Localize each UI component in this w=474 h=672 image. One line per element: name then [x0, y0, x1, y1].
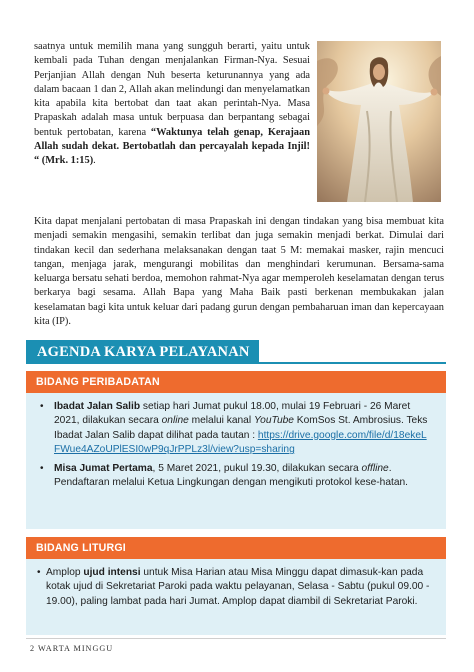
section-liturgi-title: BIDANG LITURGI — [26, 537, 446, 559]
item-text: KomSos St. Ambrosius. Teks Ibadat Jalan Salib dapat dilihat pada tautan : — [54, 415, 428, 441]
item-title: Misa Jumat Pertama — [54, 462, 153, 474]
item-text: untuk Misa Harian atau Misa Minggu dapat dimasuk-kan pada kotak ujud di Sekretariat Paroki pada waktu pelayanan, Selasa - Sabtu (pukul 09.00 - 19.00), paling lambat pada hari Jumat. Amplop dapat diambil di Sekretariat Paroki. — [46, 567, 430, 607]
item-title: ujud intensi — [83, 567, 141, 578]
jesus-illustration-svg — [317, 41, 441, 202]
liturgi-list — [26, 566, 446, 609]
item-emphasis: online — [161, 415, 189, 427]
bullet-icon: • — [40, 401, 44, 412]
jesus-illustration — [317, 41, 441, 202]
item-emphasis: YouTube — [253, 415, 294, 427]
list-item — [26, 566, 446, 609]
body-paragraph: Kita dapat menjalani pertobatan di masa Prapaskah ini dengan tindakan yang bisa membuat kita menjadi semakin mengasihi, semakin terlibat dan juga semakin menjadi berkat. Dimulai dari tindakan kecil dan sederhana melaksanakan dengan taat 5 M: memakai masker, rajin mencuci tangan, menjaga jarak, mengurangi mobilitas dan menghindari kerumunan. Bersama-sama keluarga bersatu sehati berdoa, memohon rahmat-Nya agar memperoleh keselamatan dengan terus berkarya bagi sesama. Allah Bapa yang Maha Baik pasti berkenan membukakan jalan keselamatan bagi kita untuk keluar dari padang gurun dengan pembaharuan iman dan kepercayaan kita (IP). — [34, 216, 444, 328]
intro-end: . — [93, 155, 96, 167]
item-text: melalui kanal — [188, 415, 254, 427]
item-text: , 5 Maret 2021, pukul 19.30, dilakukan secara — [152, 462, 362, 474]
agenda-divider — [26, 362, 446, 364]
item-text: Amplop — [46, 567, 84, 578]
item-title: Ibadat Jalan Salib — [54, 401, 141, 412]
intro-quote: “Waktunya telah genap, Kerajaan Allah sudah dekat. Bertobatlah dan percayalah kepada Injil! “ (Mrk. 1:15) — [34, 126, 310, 167]
item-text: . Pendaftaran melalui Ketua Lingkungan dengan mengikuti protokol kese-hatan. — [54, 462, 408, 489]
section-peribadatan-title: BIDANG PERIBADATAN — [26, 371, 446, 393]
agenda-heading: AGENDA KARYA PELAYANAN — [26, 340, 259, 364]
section-liturgi — [26, 537, 446, 635]
peribadatan-list — [26, 400, 446, 490]
item-emphasis: offline — [361, 462, 389, 474]
intro-paragraph — [34, 40, 310, 169]
bullet-icon: • — [40, 462, 44, 474]
intro-text: saatnya untuk memilih mana yang sungguh berarti, yaitu untuk kembali pada Tuhan dengan menjalankan Firman-Nya. Sesuai Perjanjian Allah dengan Nuh beserta keturunannya yang ada dalam bacaan 1 dan 2, Allah akan melindungi dan menyelamatkan kita apabila kita bertobat dan taat akan perintah-Nya. Masa Prapaskah adalah masa untuk berpuasa dan berpantang sebagai bentuk pertobatan, karena — [34, 41, 310, 138]
section-peribadatan — [26, 371, 446, 529]
item-text: setiap hari Jumat pukul 18.00, mulai 19 Februari - 26 Maret 2021, dilakukan secara — [54, 401, 411, 427]
bullet-icon: • — [37, 567, 41, 578]
list-item — [26, 400, 446, 458]
page-footer: 2 WARTA MINGGU — [30, 644, 114, 653]
footer-divider — [26, 638, 446, 639]
drive-link[interactable]: https://drive.google.com/file/d/18ekeLFWue4AZoUPlESI0wP9qJrPPLz3l/view?usp=sharing — [54, 429, 427, 456]
list-item — [26, 462, 446, 491]
